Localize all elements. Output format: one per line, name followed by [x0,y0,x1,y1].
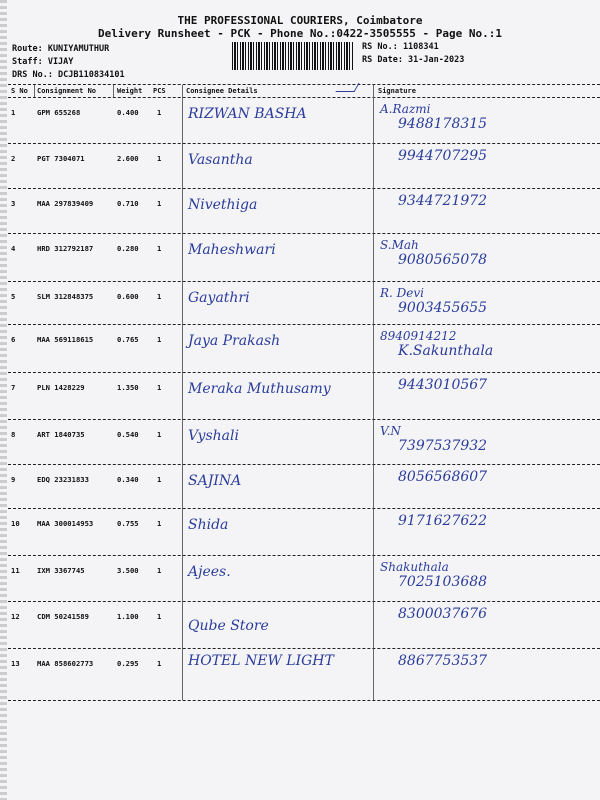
row-divider [8,601,600,602]
row-signature [380,424,487,454]
signature-phone: 8300037676 [398,606,488,622]
row-divider [8,648,600,649]
signature-phone: 7397537932 [398,438,488,454]
row-pcs: 1 [157,154,162,163]
row-weight: 0.540 [117,430,139,439]
row-consignee: Ajees. [188,564,231,580]
row-consignment: MAA 858602773 [37,659,94,668]
row-weight: 0.765 [117,335,139,344]
rs-date: RS Date: 31-Jan-2023 [362,55,465,65]
row-sno: 12 [11,612,20,621]
row-signature [380,286,487,316]
row-weight: 0.400 [117,108,139,117]
row-divider [8,188,600,189]
row-divider [8,508,600,509]
row-consignee: Nivethiga [188,197,258,213]
row-consignee: HOTEL NEW LIGHT [188,653,334,669]
drs-number: DRS No.: DCJB110834101 [12,70,125,80]
row-sno: 6 [11,335,16,344]
table-row [0,146,600,189]
row-weight: 0.295 [117,659,139,668]
table-row [0,236,600,279]
row-consignment: MAA 300014953 [37,519,94,528]
row-signature [380,653,487,669]
row-weight: 1.350 [117,383,139,392]
table-row [0,375,600,418]
row-pcs: 1 [157,566,162,575]
signature-phone: 8867753537 [398,653,488,669]
row-pcs: 1 [157,108,162,117]
barcode [232,42,354,70]
row-consignee: Gayathri [188,290,250,306]
signature-phone: 9344721972 [398,193,488,209]
row-consignee: RIZWAN BASHA [188,106,307,122]
row-consignee: Jaya Prakash [188,333,281,349]
row-consignment: PLN 1428229 [37,383,85,392]
row-sno: 1 [11,108,16,117]
row-sno: 5 [11,292,16,301]
table-row [0,191,600,234]
row-weight: 0.755 [117,519,139,528]
header-bottom-rule [8,97,600,98]
signature-name: V.N [380,424,401,438]
table-bottom-rule [8,700,600,701]
row-consignment: EDQ 23231833 [37,475,89,484]
row-divider [8,464,600,465]
signature-phone: 9944707295 [398,148,488,164]
table-row [0,422,600,465]
col-divider [34,85,35,97]
row-sno: 3 [11,199,16,208]
row-sno: 11 [11,566,20,575]
route-label: Route: KUNIYAMUTHUR [12,44,110,54]
row-signature [380,102,487,132]
row-divider [8,324,600,325]
signature-phone: 9080565078 [398,252,488,268]
col-header-weight: Weight [117,87,143,95]
row-weight: 0.340 [117,475,139,484]
table-row [0,467,600,510]
row-pcs: 1 [157,335,162,344]
row-weight: 2.600 [117,154,139,163]
staff-label: Staff: VIJAY [12,57,74,67]
signature-phone: K.Sakunthala [398,343,494,359]
row-signature [380,148,487,164]
row-signature [380,193,487,209]
row-consignment: HRD 312792187 [37,244,94,253]
row-consignee: SAJINA [188,473,242,489]
signature-phone: 7025103688 [398,574,488,590]
row-divider [8,233,600,234]
col-header-signature: Signature [378,87,416,95]
signature-phone: 9443010567 [398,377,488,393]
row-consignee: Vyshali [188,428,239,444]
col-header-pcs: PCS [153,87,166,95]
signature-phone: 9171627622 [398,513,488,529]
row-consignee: Vasantha [188,152,253,168]
signature-name: 8940914212 [380,329,457,343]
header-top-rule [8,84,600,85]
row-sno: 2 [11,154,16,163]
row-consignment: GPM 655268 [37,108,81,117]
row-pcs: 1 [157,430,162,439]
row-weight: 1.100 [117,612,139,621]
col-divider [113,85,114,97]
row-sno: 8 [11,430,16,439]
signature-name: S.Mah [380,238,419,252]
row-sno: 7 [11,383,16,392]
runsheet-subtitle: Delivery Runsheet - PCK - Phone No.:0422-3505555 - Page No.:1 [98,27,502,40]
row-pcs: 1 [157,383,162,392]
row-pcs: 1 [157,244,162,253]
row-divider [8,419,600,420]
row-pcs: 1 [157,475,162,484]
row-weight: 3.500 [117,566,139,575]
row-weight: 0.600 [117,292,139,301]
row-consignment: MAA 297839409 [37,199,94,208]
row-divider [8,281,600,282]
signature-phone: 8056568607 [398,469,488,485]
row-signature [380,238,487,268]
row-pcs: 1 [157,519,162,528]
table-row [0,604,600,647]
row-pcs: 1 [157,292,162,301]
signature-phone: 9003455655 [398,300,488,316]
row-consignee: Meraka Muthusamy [188,381,331,397]
col-header-consignment: Consignment No [37,87,97,95]
row-divider [8,143,600,144]
table-row [0,327,600,370]
row-sno: 10 [11,519,20,528]
signature-phone: 9488178315 [398,116,488,132]
row-divider [8,372,600,373]
table-row [0,558,600,601]
signature-name: A.Razmi [380,102,431,116]
row-consignment: CDM 50241589 [37,612,89,621]
signature-name: Shakuthala [380,560,449,574]
row-signature [380,377,487,393]
company-title: THE PROFESSIONAL COURIERS, Coimbatore [177,14,423,27]
row-signature [380,513,487,529]
row-sno: 13 [11,659,20,668]
row-signature [380,560,487,590]
row-pcs: 1 [157,199,162,208]
row-consignee: Maheshwari [188,242,276,258]
rs-number: RS No.: 1108341 [362,42,439,52]
table-row [0,511,600,554]
row-pcs: 1 [157,659,162,668]
row-pcs: 1 [157,612,162,621]
row-signature [380,329,493,359]
col-header-consignee: Consignee Details [186,87,258,95]
row-weight: 0.280 [117,244,139,253]
col-header-sno: S No [11,87,28,95]
row-consignment: IXM 3367745 [37,566,85,575]
row-sno: 9 [11,475,16,484]
row-signature [380,469,487,485]
row-consignee: Shida [188,517,229,533]
signature-name: R. Devi [380,286,425,300]
row-consignment: MAA 569118615 [37,335,94,344]
row-consignment: SLM 312848375 [37,292,94,301]
row-consignment: ART 1840735 [37,430,85,439]
row-consignee: Qube Store [188,618,269,634]
check-mark [335,83,359,92]
table-row [0,100,600,143]
table-row [0,651,600,694]
row-divider [8,555,600,556]
row-sno: 4 [11,244,16,253]
row-weight: 0.710 [117,199,139,208]
table-row [0,284,600,327]
row-consignment: PGT 7304071 [37,154,85,163]
row-signature [380,606,487,622]
